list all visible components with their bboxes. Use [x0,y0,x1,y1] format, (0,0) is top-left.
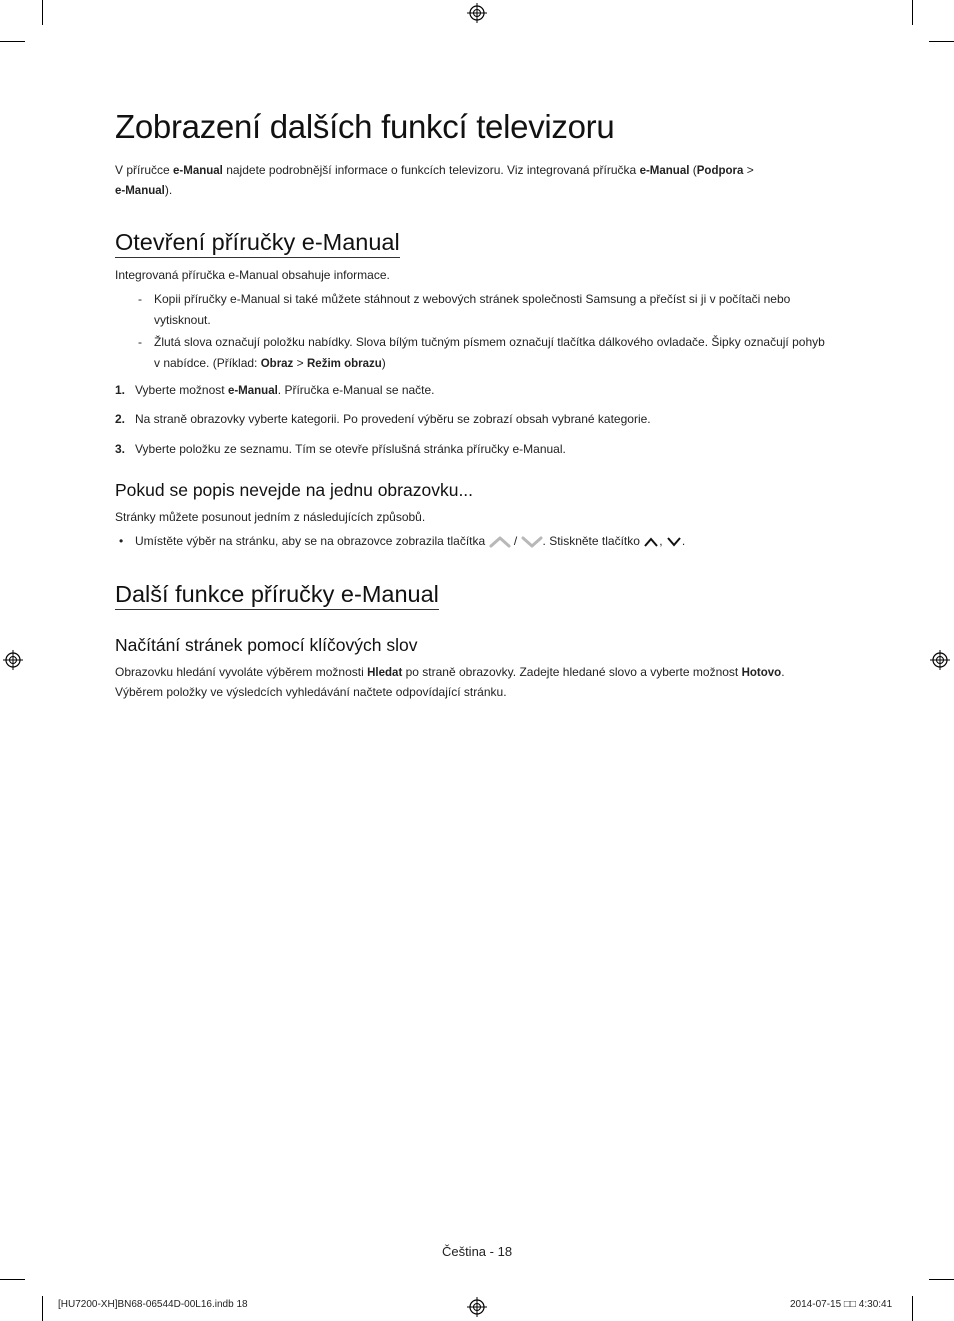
step-number: 2. [115,412,126,426]
page-title: Zobrazení dalších funkcí televizoru [115,108,615,145]
crop-mark [912,0,913,25]
dash-marker: - [138,292,142,306]
scroll-lead: Stránky můžete posunout jedním z následujících způsobů. [115,510,426,524]
subheading-keyword-search: Načítání stránek pomocí klíčových slov [115,635,418,655]
down-chevron-icon [666,536,682,548]
registration-mark-icon [930,650,950,670]
scroll-bullet: Umístěte výběr na stránku, aby se na obrazovce zobrazila tlačítka / . Stiskněte tlačítko , . [135,534,686,548]
crop-mark [929,1279,954,1280]
intro-paragraph: V příručce e-Manual najdete podrobnější informace o funkcích televizoru. Viz integrovaná příručka e-Manual (Podpora > e-Manual). [115,163,754,197]
grey-up-arrow-icon [489,535,511,549]
note-download: Kopii příručky e-Manual si také můžete stáhnout z webových stránek společnosti Samsung a přečíst si ji v počítači nebo vytisknout. [154,292,791,327]
print-date: 2014-07-15 □□ 4:30:41 [790,1299,893,1310]
section-heading-other-functions: Další funkce příručky e-Manual [115,580,439,610]
step-3-text: Vyberte položku ze seznamu. Tím se otevře příslušná stránka příručky e-Manual. [135,442,566,456]
registration-mark-icon [467,3,487,23]
keyword-paragraph: Obrazovku hledání vyvoláte výběrem možnosti Hledat po straně obrazovky. Zadejte hledané slovo a vyberte možnost Hotovo. Výběrem položky ve výsledcích vyhledávání načtete odpovídající stránku. [115,665,785,699]
page-number: Čeština - 18 [441,1244,513,1259]
bullet-marker: • [119,534,124,548]
subheading-scroll: Pokud se popis nevejde na jednu obrazovku... [115,480,474,500]
dash-marker: - [138,335,142,349]
crop-mark [0,41,25,42]
step-2-text: Na straně obrazovky vyberte kategorii. Po provedení výběru se zobrazí obsah vybrané kategorie. [135,412,651,426]
step-1-text: Vyberte možnost e-Manual. Příručka e-Manual se načte. [135,383,435,397]
section-heading-open-emanual: Otevření příručky e-Manual [115,228,400,258]
registration-mark-icon [467,1297,487,1317]
step-number: 1. [115,383,126,397]
crop-mark [42,0,43,25]
up-chevron-icon [643,536,659,548]
print-file-info: [HU7200-XH]BN68-06544D-00L16.indb 18 [58,1299,248,1310]
step-number: 3. [115,442,126,456]
crop-mark [912,1296,913,1321]
note-colors: Žlutá slova označují položku nabídky. Slova bílým tučným písmem označují tlačítka dálkového ovladače. Šipky označují pohyb v nabídce. (Příklad: Obraz > Režim obrazu) [154,335,825,370]
section-lead: Integrovaná příručka e-Manual obsahuje informace. [115,268,390,282]
crop-mark [929,41,954,42]
grey-down-arrow-icon [521,535,543,549]
crop-mark [0,1279,25,1280]
registration-mark-icon [3,650,23,670]
crop-mark [42,1296,43,1321]
